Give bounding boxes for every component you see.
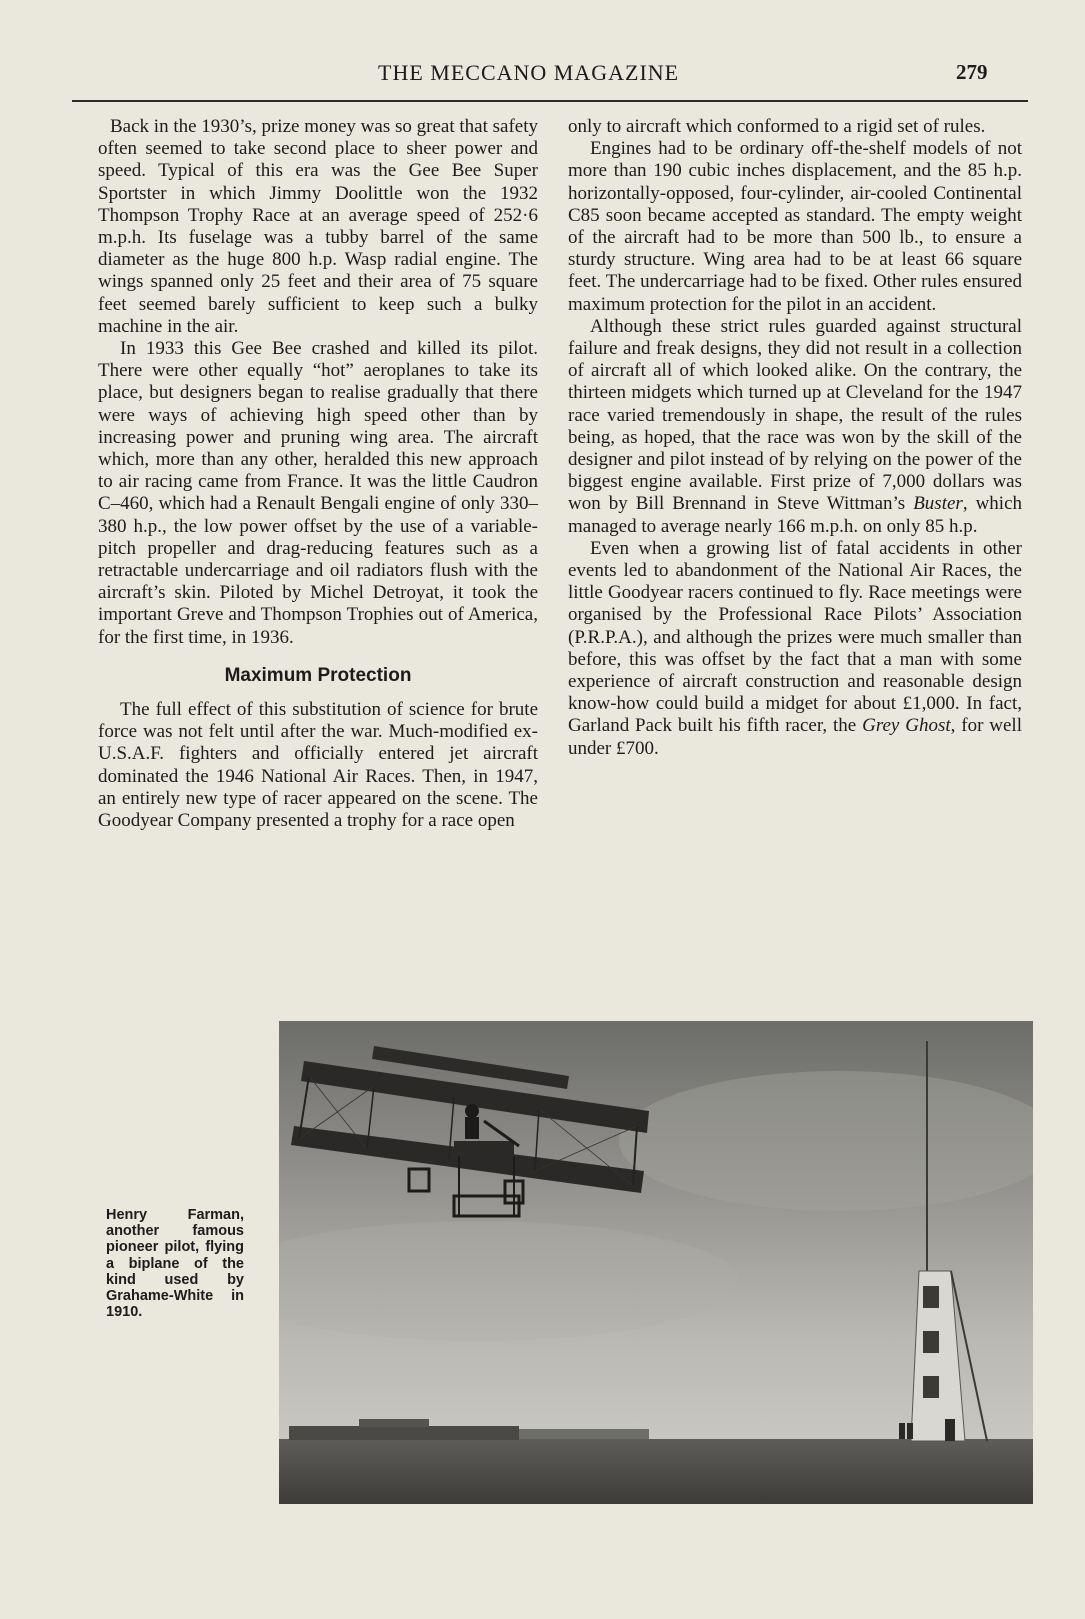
paragraph: The full effect of this substitution of science for brute force was not felt until after the war. Much-modified ex-U.S.A.F. fighters and officially entered jet aircraft dominated the 1946 National Air Races. Then, in 1947, an entirely new type of racer appeared on the scene. The Goodyear Company presented a trophy for a race open xyxy=(98,699,538,832)
paragraph xyxy=(568,538,1022,760)
paragraph: In 1933 this Gee Bee crashed and killed its pilot. There were other equally “hot” aeroplanes to take its place, but designers began to realise gradually that there were ways of achieving high speed other than by increasing power and pruning wing area. The aircraft which, more than any other, heralded this new approach to air racing came from France. It was the little Caudron C–460, which had a Renault Bengali engine of only 330–380 h.p., the low power offset by the use of a variable-pitch propeller and drag-reducing features such as a retractable undercarriage and oil radiators flush with the aircraft’s skin. Piloted by Michel Detroyat, it took the important Greve and Thompson Trophies out of America, for the first time, in 1936. xyxy=(98,338,538,648)
page-number: 279 xyxy=(956,60,988,84)
biplane-photo-image xyxy=(279,1021,1033,1504)
paragraph: Back in the 1930’s, prize money was so great that safety often seemed to take second place to sheer power and speed. Typical of this era was the Gee Bee Super Sportster in which Jimmy Doolittle won the 1932 Thompson Trophy Race at an average speed of 252·6 m.p.h. Its fuselage was a tubby barrel of the same diameter as the huge 800 h.p. Wasp radial engine. The wings spanned only 25 feet and their area of 75 square feet seemed barely sufficient to keep such a bulky machine in the air. xyxy=(98,116,538,337)
paragraph-text: Although these strict rules guarded against structural failure and freak designs, they did not result in a collection of aircraft all of which looked alike. On the contrary, the thirteen midgets which turned up at Cleveland for the 1947 race varied tremendously in shape, the result of the rules being, as hoped, that the race was won by the skill of the designer and pilot instead of by relying on the power of the biggest engine available. First prize of 7,000 dollars was won by Bill Brennand in Steve Wittman’s xyxy=(568,315,1022,515)
biplane-photograph xyxy=(279,1021,1033,1504)
paragraph: Engines had to be ordinary off-the-shelf models of not more than 190 cubic inches displacement, and the 85 h.p. horizontally-opposed, four-cylinder, air-cooled Continental C85 soon became accepted as standard. The empty weight of the aircraft had to be more than 500 lb., to ensure a sturdy structure. Wing area had to be at least 66 square feet. The undercarriage had to be fixed. Other rules ensured maximum protection for the pilot in an accident. xyxy=(568,138,1022,315)
figure-caption: Henry Farman, another famous pioneer pilot, flying a biplane of the kind used by Grahame-White in 1910. xyxy=(106,1207,244,1321)
aircraft-name-buster: Buster xyxy=(913,493,963,515)
paragraph: only to aircraft which conformed to a rigid set of rules. xyxy=(568,116,986,137)
hangars xyxy=(289,1426,519,1440)
paragraph-text: , for well under £700. xyxy=(568,715,1022,759)
left-column xyxy=(98,116,538,832)
section-subheading: Maximum Protection xyxy=(224,664,412,686)
paragraph xyxy=(568,316,1022,538)
right-column xyxy=(568,116,1022,760)
magazine-title: THE MECCANO MAGAZINE xyxy=(378,60,680,85)
header-rule xyxy=(72,100,1028,102)
aircraft-name-grey-ghost: Grey Ghost xyxy=(862,715,951,737)
ground xyxy=(279,1439,1033,1504)
paragraph-text: Even when a growing list of fatal accidents in other events led to abandonment of the National Air Races, the little Goodyear racers continued to fly. Race meetings were organised by the Professional Race Pilots’ Association (P.R.P.A.), and although the prizes were much smaller than before, this was offset by the fact that a man with some experience of aircraft construction and reasonable design know-how could build a midget for about £1,000. In fact, Garland Pack built his fifth racer, the xyxy=(568,537,1022,737)
paragraph-text: , which managed to average nearly 166 m.p.h. on only 85 h.p. xyxy=(568,493,1023,537)
